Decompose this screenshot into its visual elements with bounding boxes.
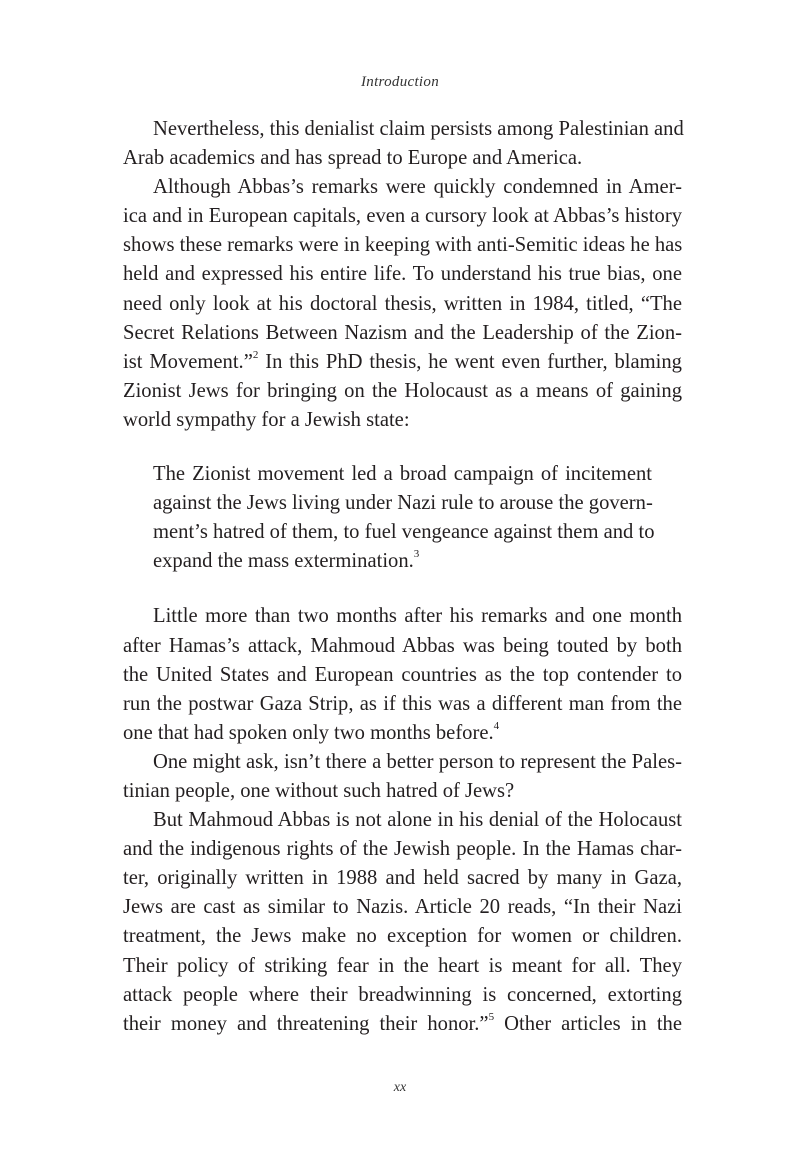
text-line: ter, originally written in 1988 and held sacred by many in Gaza, (123, 867, 682, 890)
text-line: Although Abbas’s remarks were quickly condemned in Amer- (153, 176, 682, 199)
footnote-ref-4[interactable]: 4 (493, 719, 500, 732)
text-line (123, 719, 682, 748)
text-line: Arab academics and has spread to Europe and America. (123, 147, 583, 170)
text-line: Jews are cast as similar to Nazis. Article 20 reads, “In their Nazi (123, 896, 682, 919)
text-line: world sympathy for a Jewish state: (123, 408, 410, 431)
text-line: ica and in European capitals, even a cursory look at Abbas’s history (123, 205, 682, 228)
text-line: Their policy of striking fear in the heart is meant for all. They (123, 954, 682, 977)
text-run: ist Movement.” (123, 350, 253, 373)
text-run: expand the mass extermination. (153, 550, 414, 573)
text-line (123, 1010, 682, 1039)
text-line: tinian people, one without such hatred of Jews? (123, 779, 515, 802)
text-run: their money and threatening their honor.” (123, 1012, 489, 1035)
text-line: run the postwar Gaza Strip, as if this was a different man from the (123, 692, 682, 715)
paragraph (123, 173, 682, 435)
text-line: attack people where their breadwinning is concerned, extorting (123, 983, 682, 1006)
quote-line (153, 547, 652, 576)
text-line: Zionist Jews for bringing on the Holocaust as a means of gaining (123, 379, 682, 402)
footnote-ref-2[interactable]: 2 (252, 348, 259, 361)
quote-line: The Zionist movement led a broad campaign of incitement (153, 463, 652, 486)
text-line: Nevertheless, this denialist claim persists among Palestinian and (153, 118, 684, 140)
text-line: the United States and European countries as the top contender to (123, 663, 682, 686)
text-line: and the indigenous rights of the Jewish people. In the Hamas char- (123, 838, 682, 861)
page-number: xx (393, 1080, 407, 1095)
paragraph (123, 806, 682, 1039)
quote-line: against the Jews living under Nazi rule to arouse the govern- (153, 492, 653, 515)
text-line: need only look at his doctoral thesis, written in 1984, titled, “The (123, 292, 682, 315)
quote-line: ment’s hatred of them, to fuel vengeance against them and to (153, 521, 655, 544)
text-run: one that had spoken only two months before. (123, 721, 494, 744)
text-run: In this PhD thesis, he went even further, blaming (258, 350, 682, 373)
text-line: shows these remarks were in keeping with anti-Semitic ideas he has (123, 234, 683, 257)
running-head: Introduction (360, 74, 440, 90)
footnote-ref-3[interactable]: 3 (413, 548, 420, 561)
text-line: Secret Relations Between Nazism and the Leadership of the Zion- (123, 321, 682, 344)
paragraph (123, 602, 682, 747)
text-line: held and expressed his entire life. To understand his true bias, one (123, 263, 682, 286)
text-run: Other articles in the (494, 1012, 682, 1035)
paragraph (123, 748, 682, 806)
paragraph (123, 115, 682, 173)
text-line: Little more than two months after his remarks and one month (153, 605, 682, 628)
text-line: One might ask, isn’t there a better person to represent the Pales- (153, 750, 682, 773)
text-line: treatment, the Jews make no exception for women or children. (123, 925, 682, 948)
block-quote (153, 460, 655, 576)
text-line: after Hamas’s attack, Mahmoud Abbas was being touted by both (123, 634, 682, 657)
text-line (123, 348, 682, 377)
text-line: But Mahmoud Abbas is not alone in his denial of the Holocaust (153, 809, 682, 832)
footnote-ref-5[interactable]: 5 (488, 1010, 495, 1023)
body-text (123, 115, 682, 1039)
